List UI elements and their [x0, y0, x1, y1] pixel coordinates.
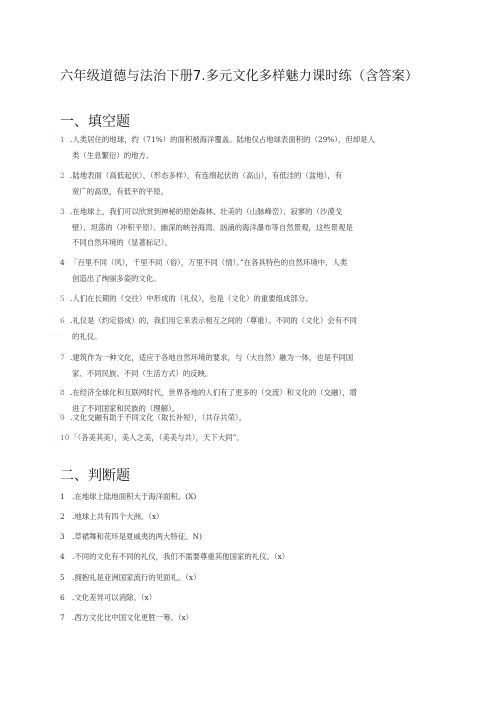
fill-item-2 — [60, 168, 460, 199]
fill-item-9 — [60, 410, 460, 426]
item-text: .在经济全球化和互联网时代，世界各地的人们有了更多的（交流）和文化的（交融），增 — [70, 388, 357, 397]
item-text: .文化差异可以消除。（x） — [72, 593, 157, 602]
item-text: .人类居住的地球，约（71%）的面积被海洋覆盖。陆地仅占地球表面积的（29%），但却是人 — [70, 135, 375, 144]
item-text: .草裙舞和花环是夏威夷的两大特征。N) — [72, 532, 202, 541]
item-text: .陆地表面（高低起伏）、（形态多样），有连绵起伏的（高山），有低洼的（盆地），有 — [70, 171, 343, 180]
item-number: 9 — [60, 413, 65, 422]
judge-item-7 — [60, 612, 460, 624]
item-text-cont: 家、不同民族、不同（生活方式）的反映。 — [72, 368, 213, 378]
item-text: 「百里不同（风），千里不同（俗），万里不同（情）。”在各具特色的自然环境中，人类 — [70, 258, 348, 267]
item-number: 10 — [60, 433, 70, 442]
item-text: .在地球上，我们可以欣赏到神秘的原始森林、壮美的（山脉峰峦）、寂寥的（沙漠戈 — [70, 207, 343, 216]
item-number: 5 — [60, 294, 65, 303]
item-number: 2 — [60, 171, 65, 180]
judge-item-5 — [60, 572, 460, 584]
item-number: 8 — [60, 388, 65, 397]
fill-item-10 — [60, 430, 460, 446]
section-heading-true-false: 二、判断题 — [60, 468, 130, 484]
judge-item-4 — [60, 551, 460, 563]
item-text: .地球上共有四个大洲。（x） — [72, 512, 164, 521]
item-text: 「（各美其美），美人之美，（美美与共），天下大同”。 — [70, 433, 244, 442]
judge-item-1 — [60, 491, 460, 503]
fill-item-4 — [60, 255, 460, 286]
item-text-cont: 宽广的高原，有低平的平原。 — [72, 186, 169, 196]
item-text: .人们在长期的（交往）中形成的（礼仪），也是（文化）的重要组成部分。 — [70, 294, 313, 303]
item-text-cont: 不同自然环境的（显著标记）。 — [72, 238, 172, 247]
item-text-cont: 类（生息繁衍）的地方。 — [72, 150, 154, 160]
item-number: 3 — [60, 532, 65, 541]
item-text: .在地球上陆地面积大于海洋面积。(X) — [72, 492, 197, 501]
item-number: 1 — [60, 135, 65, 144]
judge-item-6 — [60, 592, 460, 604]
item-text-cont: 壁）、坦荡的（冲积平原）、幽深的峡谷海湾、汹涌的海洋瀑布等自然景观，这些景观是 — [72, 222, 353, 232]
item-number: 1 — [60, 492, 65, 501]
fill-item-7 — [60, 350, 460, 381]
item-number: 4 — [60, 552, 65, 561]
section-heading-fill-in: 一、填空题 — [60, 114, 130, 130]
item-text-cont: 进了不同国家和民族的（理解）。 — [72, 403, 180, 413]
item-number: 3 — [60, 207, 65, 216]
item-text-cont: 创造出了绚丽多姿的文化。 — [72, 273, 161, 283]
judge-item-3 — [60, 531, 460, 543]
fill-item-6 — [60, 313, 460, 344]
item-text-cont: 的礼仪。 — [72, 331, 102, 341]
item-text: .不同的文化有不同的礼仪，我们不需要尊重其他国家的礼仪。（x） — [72, 552, 290, 561]
item-text: .西方文化比中国文化更胜一筹。（x） — [72, 613, 194, 622]
item-number: 6 — [60, 316, 65, 325]
item-text: .建筑作为一种文化，适应于各地自然环境的要求，与（大自然）融为一体，也是不同国 — [70, 353, 354, 362]
item-number: 7 — [60, 353, 65, 362]
item-text: .礼仪是（约定俗成）的，我们用它来表示相互之间的（尊重）。不同的（文化）会有不同 — [70, 316, 357, 325]
fill-item-1 — [60, 132, 460, 163]
item-text: .文化交融有助于不同文化（取长补短），（共存共荣）。 — [70, 413, 247, 422]
judge-item-2 — [60, 511, 460, 523]
item-text: .拥抱礼是亚洲国家流行的见面礼。（x） — [72, 573, 201, 582]
document-title: 六年级道德与法治下册7.多元文化多样魅力课时练（含答案） — [60, 69, 419, 84]
item-number: 2 — [60, 512, 65, 521]
fill-item-3 — [60, 204, 460, 251]
fill-item-5 — [60, 291, 460, 307]
item-number: 4 — [60, 258, 65, 267]
item-number: 5 — [60, 573, 65, 582]
item-number: 7 — [60, 613, 65, 622]
item-number: 6 — [60, 593, 65, 602]
